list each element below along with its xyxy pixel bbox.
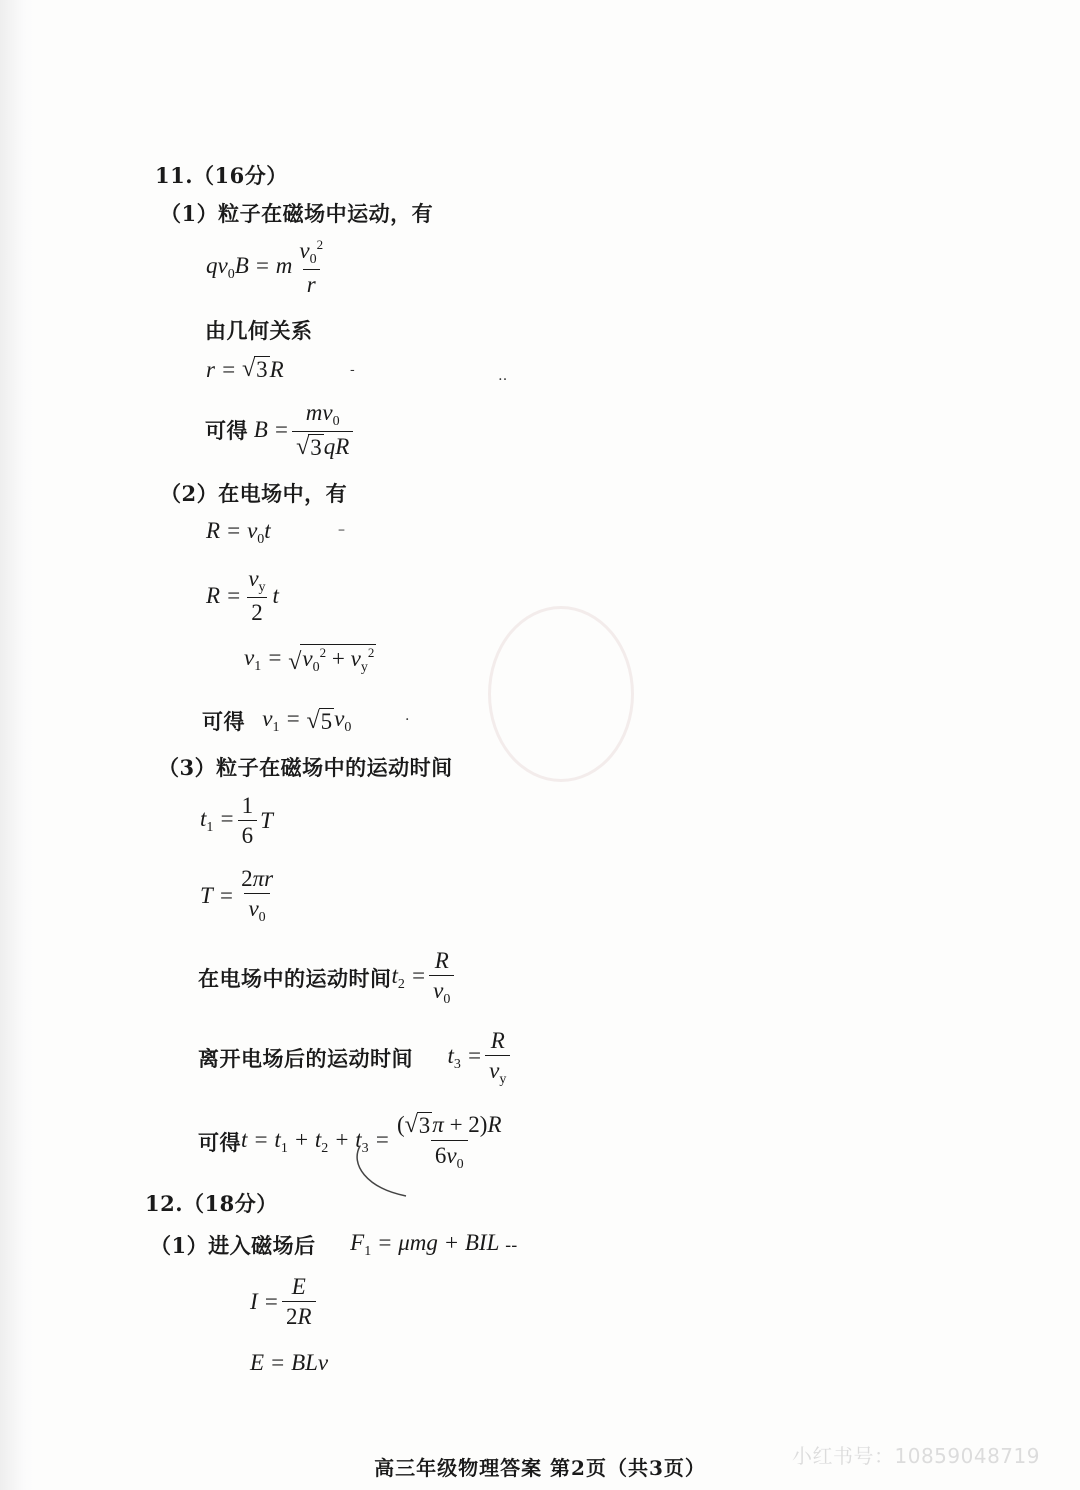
equation-force-f1: （1）进入磁场后 $F_1 = \mu mg$ + BIL -- xyxy=(150,1230,518,1259)
stray-mark: - xyxy=(350,362,355,378)
t2-label: 在电场中的运动时间 xyxy=(198,965,392,991)
page-footer: 高三年级物理答案 第2页（共3页） xyxy=(374,1456,706,1480)
q11-part2-title: （2）在电场中，有 xyxy=(160,481,348,506)
q12-header: 12.（18分） xyxy=(145,1191,278,1216)
equation-t3: 离开电场后的运动时间 $t_3$ = $\frac{R}{v_y}$ xyxy=(198,1028,513,1088)
equation-magnetic-field: 可得 B = $mv_0$ √ 3 qR xyxy=(205,400,356,461)
page-edge-shadow xyxy=(0,0,34,1490)
geometry-relation-label: 由几何关系 xyxy=(205,318,313,343)
handwritten-arc-mark xyxy=(348,1142,418,1202)
equation-radius: r = √ 3 R xyxy=(206,356,284,382)
equation-total-time: 可得 $t = t_1 + t_2 + t_3$ = ( √ 3 π + 2)R $6v_0$ xyxy=(198,1112,502,1173)
q11-header: 11.（16分） xyxy=(155,163,288,188)
equation-horizontal-motion: $R = v_0t$ xyxy=(206,518,271,547)
equation-vertical-motion: R = $\frac{v_y}{2}$ t xyxy=(206,566,279,626)
stray-mark: – xyxy=(338,522,345,538)
total-time-label: 可得 xyxy=(198,1130,241,1156)
q11-part3-title: （3）粒子在磁场中的运动时间 xyxy=(158,755,453,780)
equation-t1: $t_1$ = $\frac{1}{6}$ T xyxy=(200,793,273,849)
equation-t2: 在电场中的运动时间 $t_2$ = $\frac{R}{v_0}$ xyxy=(198,948,457,1008)
watermark: 小红书号：10859048719 xyxy=(792,1444,1040,1468)
t3-label: 离开电场后的运动时间 xyxy=(198,1045,413,1071)
get-v1-label: 可得 xyxy=(202,709,245,734)
equation-speed-v1: $v_1$ = √ $v_0^2 + v_y^2$ xyxy=(244,645,375,675)
equation-current: I = $\frac{E}{2R}$ xyxy=(250,1274,319,1330)
stray-mark: ‥ xyxy=(498,368,508,384)
stray-mark: · xyxy=(405,712,410,728)
q12-part1-title: （1）进入磁场后 xyxy=(150,1233,316,1258)
faded-stamp xyxy=(488,606,634,782)
q11-part1-title: （1）粒子在磁场中运动，有 xyxy=(160,201,434,226)
equation-emf: E = BLv xyxy=(250,1350,329,1375)
equation-result-v1: 可得 $v_1$ = √ 5 $v_0$ xyxy=(202,706,352,735)
get-B-label: 可得 xyxy=(205,418,248,444)
equation-lorentz-force: $qv_0B = m$ $\frac{v_0^2}{r}$ xyxy=(206,237,324,298)
equation-period: T = $\frac{2\pi r}{v_0}$ xyxy=(200,866,274,926)
